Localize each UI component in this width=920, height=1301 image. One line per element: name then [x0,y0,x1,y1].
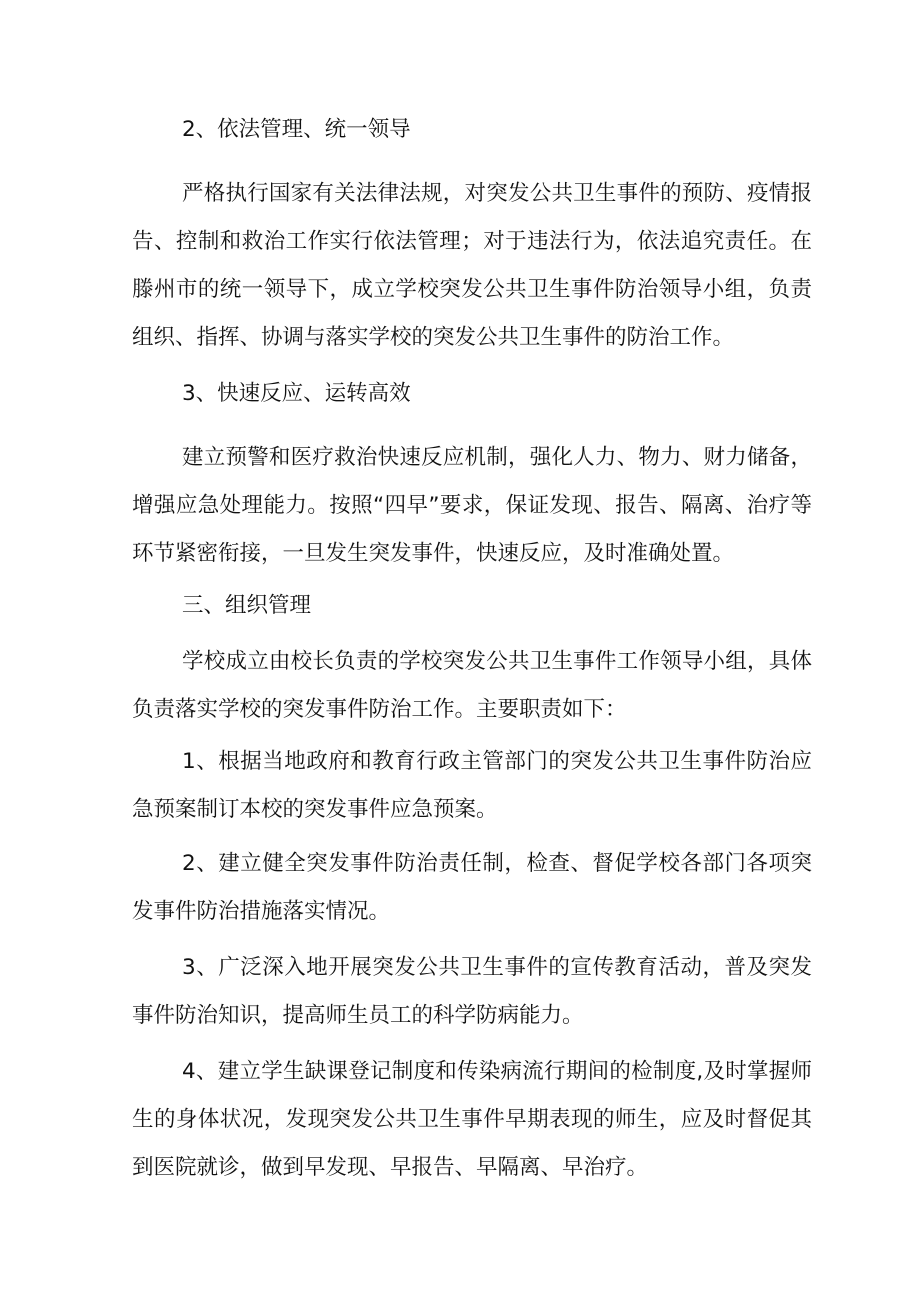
list-item-1: 1、根据当地政府和教育行政主管部门的突发公共卫生事件防治应急预案制订本校的突发事件应急预案。 [132,749,812,822]
paragraph-leadership-group: 学校成立由校长负责的学校突发公共卫生事件工作领导小组，具体负责落实学校的突发事件防治工作。主要职责如下： [132,649,812,722]
list-item-2: 2、建立健全突发事件防治责任制，检查、督促学校各部门各项突发事件防治措施落实情况。 [132,851,812,924]
list-item-3: 3、广泛深入地开展突发公共卫生事件的宣传教育活动，普及突发事件防治知识，提高师生员工的科学防病能力。 [132,955,812,1028]
list-item-4: 4、建立学生缺课登记制度和传染病流行期间的检制度,及时掌握师生的身体状况，发现突发公共卫生事件早期表现的师生，应及时督促其到医院就诊，做到早发现、早报告、早隔离、早治疗。 [132,1059,812,1180]
heading-principle-2: 2、依法管理、统一领导 [182,117,411,142]
heading-principle-3: 3、快速反应、运转高效 [182,381,411,406]
paragraph-legal-management: 严格执行国家有关法律法规，对突发公共卫生事件的预防、疫情报告、控制和救治工作实行依法管理；对于违法行为，依法追究责任。在滕州市的统一领导下，成立学校突发公共卫生事件防治领导小组，负责组织、指挥、协调与落实学校的突发公共卫生事件的防治工作。 [132,181,812,350]
paragraph-rapid-response: 建立预警和医疗救治快速反应机制，强化人力、物力、财力储备，增强应急处理能力。按照“四早”要求，保证发现、报告、隔离、治疗等环节紧密衔接，一旦发生突发事件，快速反应，及时准确处置。 [132,445,812,566]
section-title-organization: 三、组织管理 [182,593,312,618]
